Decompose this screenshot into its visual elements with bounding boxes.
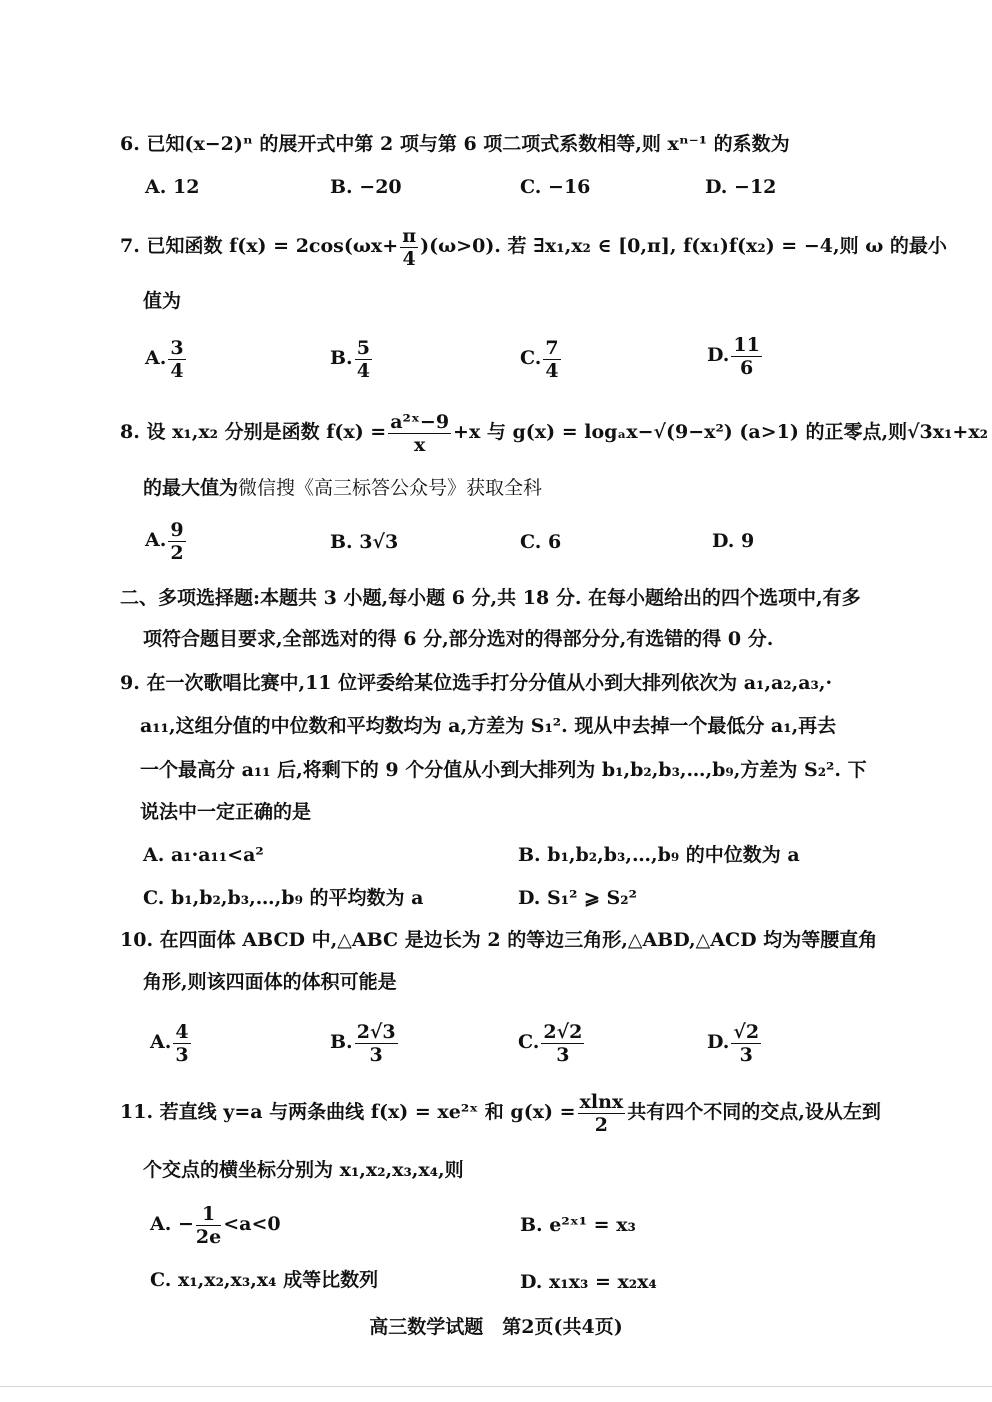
section-2-heading-line-2: 项符合题目要求,全部选对的得 6 分,部分选对的得部分分,有选错的得 0 分. bbox=[143, 628, 774, 650]
question-9-line-4: 说法中一定正确的是 bbox=[140, 801, 312, 823]
q11-option-a bbox=[150, 1200, 281, 1248]
bottom-edge-divider bbox=[0, 1386, 992, 1387]
q10-option-d-den: 3 bbox=[739, 1043, 753, 1066]
q8-fraction bbox=[388, 411, 451, 456]
q11-option-a-pre: A. − bbox=[150, 1213, 194, 1235]
q7-option-b-den: 4 bbox=[356, 359, 370, 382]
q10-option-b-num: 2√3 bbox=[356, 1020, 396, 1043]
q11-option-d: D. x₁x₃ = x₂x₄ bbox=[520, 1271, 657, 1293]
q10-option-b-den: 3 bbox=[369, 1043, 383, 1066]
page-footer: 高三数学试题 第2页(共4页) bbox=[369, 1316, 623, 1338]
q9-option-a: A. a₁·a₁₁<a² bbox=[143, 844, 264, 866]
q7-stem-part-a: 7. 已知函数 f(x) = 2cos(ωx+ bbox=[120, 235, 399, 257]
q7-option-a bbox=[145, 334, 188, 382]
question-9-line-1: 9. 在一次歌唱比赛中,11 位评委给某位选手打分分值从小到大排列依次为 a₁,a₂,a₃,· bbox=[120, 672, 833, 694]
q6-option-b: B. −20 bbox=[330, 176, 402, 198]
q10-option-a bbox=[150, 1018, 193, 1066]
q10-option-a-den: 3 bbox=[175, 1043, 189, 1066]
q7-option-d bbox=[707, 331, 764, 379]
q7-fraction bbox=[400, 225, 418, 270]
q10-option-a-label: A. bbox=[150, 1031, 172, 1053]
q10-option-d-num: √2 bbox=[733, 1020, 760, 1043]
q8-frac-den: x bbox=[413, 433, 426, 456]
q10-option-a-num: 4 bbox=[175, 1020, 189, 1043]
q11-option-a-num: 1 bbox=[196, 1203, 221, 1226]
q7-stem-continuation: 值为 bbox=[143, 290, 182, 312]
q9-option-c: C. b₁,b₂,b₃,…,b₉ 的平均数为 a bbox=[143, 887, 424, 909]
q8-option-a-label: A. bbox=[145, 529, 167, 551]
q7-option-c-num: 7 bbox=[545, 336, 559, 359]
q7-option-d-den: 6 bbox=[740, 356, 754, 379]
q7-option-d-num: 11 bbox=[733, 333, 760, 356]
q7-option-c bbox=[520, 334, 563, 382]
q8-option-c: C. 6 bbox=[520, 531, 562, 553]
q7-stem-part-b: )(ω>0). 若 ∃x₁,x₂ ∈ [0,π], f(x₁)f(x₂) = −4,则 ω 的最小 bbox=[420, 235, 947, 257]
q11-frac-den: 2 bbox=[594, 1113, 608, 1136]
q7-option-a-den: 4 bbox=[170, 359, 184, 382]
q10-option-b-label: B. bbox=[330, 1031, 353, 1053]
q8-option-a-num: 9 bbox=[170, 518, 184, 541]
q7-option-a-label: A. bbox=[145, 347, 167, 369]
q7-option-b-label: B. bbox=[330, 347, 353, 369]
question-9-line-2: a₁₁,这组分值的中位数和平均数均为 a,方差为 S₁². 现从中去掉一个最低分 a₁,再去 bbox=[140, 715, 837, 737]
q8-stem-part-a: 8. 设 x₁,x₂ 分别是函数 f(x) = bbox=[120, 421, 387, 443]
q11-fraction bbox=[578, 1091, 626, 1136]
question-9-line-3: 一个最高分 a₁₁ 后,将剩下的 9 个分值从小到大排列为 b₁,b₂,b₃,…,b₉,方差为 S₂². 下 bbox=[140, 759, 867, 781]
q11-option-c: C. x₁,x₂,x₃,x₄ 成等比数列 bbox=[150, 1269, 379, 1291]
question-6-stem: 6. 已知(x−2)ⁿ 的展开式中第 2 项与第 6 项二项式系数相等,则 xⁿ⁻¹ 的系数为 bbox=[120, 133, 790, 155]
q9-option-d: D. S₁² ⩾ S₂² bbox=[518, 887, 637, 909]
q8-option-a-den: 2 bbox=[170, 541, 184, 564]
q11-option-a-post: <a<0 bbox=[223, 1213, 281, 1235]
question-10-line-1: 10. 在四面体 ABCD 中,△ABC 是边长为 2 的等边三角形,△ABD,△ACD 均为等腰直角 bbox=[120, 929, 878, 951]
question-8-stem bbox=[120, 408, 988, 456]
q6-option-d: D. −12 bbox=[705, 176, 777, 198]
q6-option-a: A. 12 bbox=[145, 176, 200, 198]
q8-frac-num: a²ˣ−9 bbox=[390, 410, 450, 433]
q10-option-d bbox=[707, 1018, 763, 1066]
question-10-line-2: 角形,则该四面体的体积可能是 bbox=[143, 971, 397, 993]
q11-option-b: B. e²ˣ¹ = x₃ bbox=[520, 1214, 636, 1236]
q11-option-a-den: 2e bbox=[195, 1225, 222, 1248]
q9-option-b: B. b₁,b₂,b₃,…,b₉ 的中位数为 a bbox=[518, 844, 800, 866]
q8-watermark: 微信搜《高三标答公众号》获取全科 bbox=[238, 477, 543, 499]
q8-stem-part-c: 的最大值为 bbox=[143, 477, 239, 499]
q7-option-b-num: 5 bbox=[356, 336, 370, 359]
question-7-stem bbox=[120, 222, 947, 270]
q10-option-c bbox=[518, 1018, 586, 1066]
q7-option-d-label: D. bbox=[707, 344, 730, 366]
q7-option-c-den: 4 bbox=[545, 359, 559, 382]
question-11-stem bbox=[120, 1088, 881, 1136]
q6-option-c: C. −16 bbox=[520, 176, 591, 198]
question-11-line-2: 个交点的横坐标分别为 x₁,x₂,x₃,x₄,则 bbox=[143, 1159, 464, 1181]
q7-frac-den: 4 bbox=[402, 247, 416, 270]
q7-option-b bbox=[330, 334, 374, 382]
q10-option-c-label: C. bbox=[518, 1031, 540, 1053]
q10-option-c-num: 2√2 bbox=[543, 1020, 583, 1043]
q10-option-b bbox=[330, 1018, 400, 1066]
q8-option-b: B. 3√3 bbox=[330, 531, 399, 553]
section-2-heading-line-1: 二、多项选择题:本题共 3 小题,每小题 6 分,共 18 分. 在每小题给出的四个选项中,有多 bbox=[120, 587, 861, 609]
q7-option-c-label: C. bbox=[520, 347, 542, 369]
q8-stem-part-b: +x 与 g(x) = logₐx−√(9−x²) (a>1) 的正零点,则√3x₁+x₂ bbox=[453, 421, 988, 443]
q7-option-a-num: 3 bbox=[170, 336, 184, 359]
q11-stem-part-a: 11. 若直线 y=a 与两条曲线 f(x) = xe²ˣ 和 g(x) = bbox=[120, 1101, 576, 1123]
q8-stem-continuation bbox=[143, 476, 542, 500]
q7-frac-num: π bbox=[402, 224, 417, 247]
q11-frac-num: xlnx bbox=[579, 1090, 624, 1113]
q8-option-a bbox=[145, 516, 188, 564]
q11-stem-part-b: 共有四个不同的交点,设从左到 bbox=[627, 1101, 881, 1123]
q10-option-c-den: 3 bbox=[556, 1043, 570, 1066]
q10-option-d-label: D. bbox=[707, 1031, 730, 1053]
q8-option-d: D. 9 bbox=[712, 530, 755, 552]
